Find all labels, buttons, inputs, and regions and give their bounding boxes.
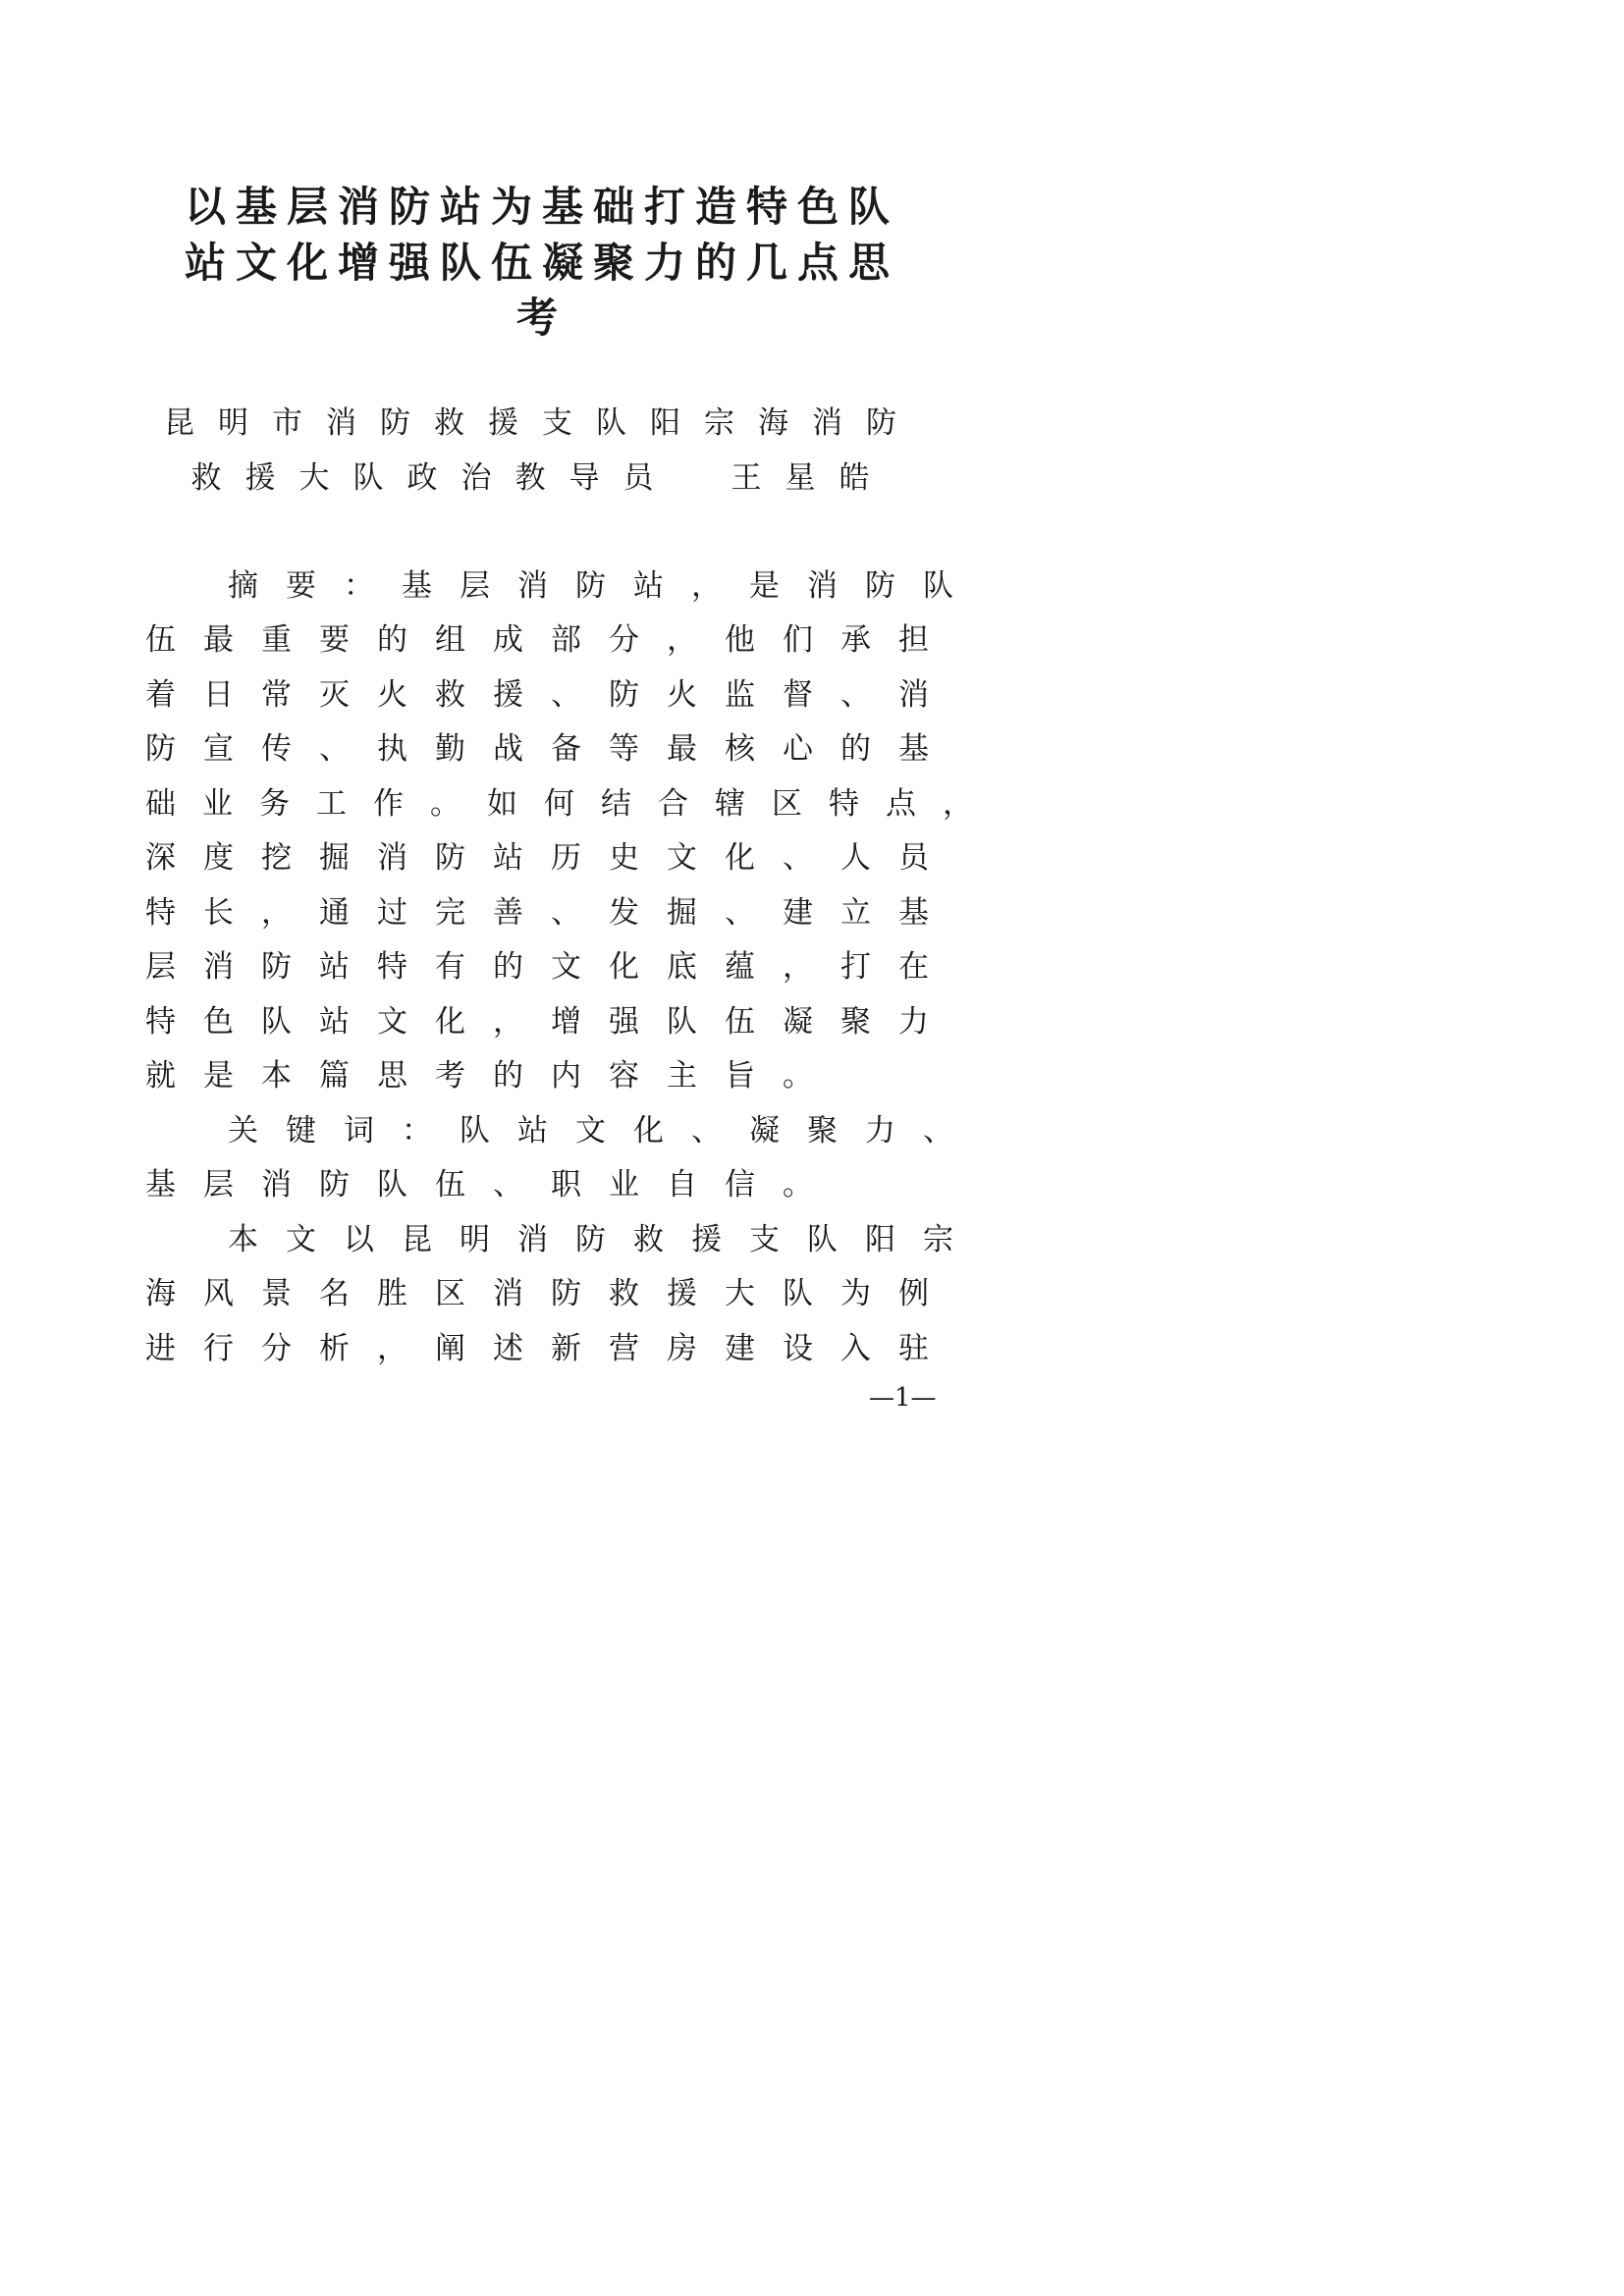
author-line-2: 救援大队政治教导员 王星皓 xyxy=(190,460,893,496)
abstract-line-4: 防宣传、执勤战备等最核心的基 xyxy=(145,731,956,767)
paragraph-line-2: 海风景名胜区消防救援大队为例 xyxy=(145,1276,956,1311)
title-line-1: 以基层消防站为基础打造特色队 xyxy=(184,183,899,231)
abstract-line-9: 特色队站文化，增强队伍凝聚力 xyxy=(145,1004,956,1040)
title-line-2: 站文化增强队伍凝聚力的几点思 xyxy=(184,239,899,287)
abstract-line-6: 深度挖掘消防站历史文化、人员 xyxy=(145,840,956,876)
page-number: —1— xyxy=(869,1383,937,1413)
abstract-line-2: 伍最重要的组成部分，他们承担 xyxy=(145,622,956,658)
paragraph-line-1: 本文以昆明消防救援支队阳宗 xyxy=(228,1222,981,1257)
abstract-line-10: 就是本篇思考的内容主旨。 xyxy=(145,1058,840,1094)
keywords-line-1: 关键词：队站文化、凝聚力、 xyxy=(228,1113,981,1148)
abstract-line-1: 摘要：基层消防站，是消防队 xyxy=(228,568,981,604)
author-line-1: 昆明市消防救援支队阳宗海消防 xyxy=(164,405,920,441)
abstract-line-3: 着日常灭火救援、防火监督、消 xyxy=(145,677,956,713)
abstract-line-5: 础业务工作。如何结合辖区特点， xyxy=(145,786,1000,822)
title-line-3: 考 xyxy=(515,294,568,342)
abstract-line-8: 层消防站特有的文化底蕴，打在 xyxy=(145,949,956,985)
abstract-line-7: 特长，通过完善、发掘、建立基 xyxy=(145,895,956,931)
paragraph-line-3: 进行分析，阐述新营房建设入驻 xyxy=(145,1331,956,1366)
keywords-line-2: 基层消防队伍、职业自信。 xyxy=(145,1167,840,1202)
